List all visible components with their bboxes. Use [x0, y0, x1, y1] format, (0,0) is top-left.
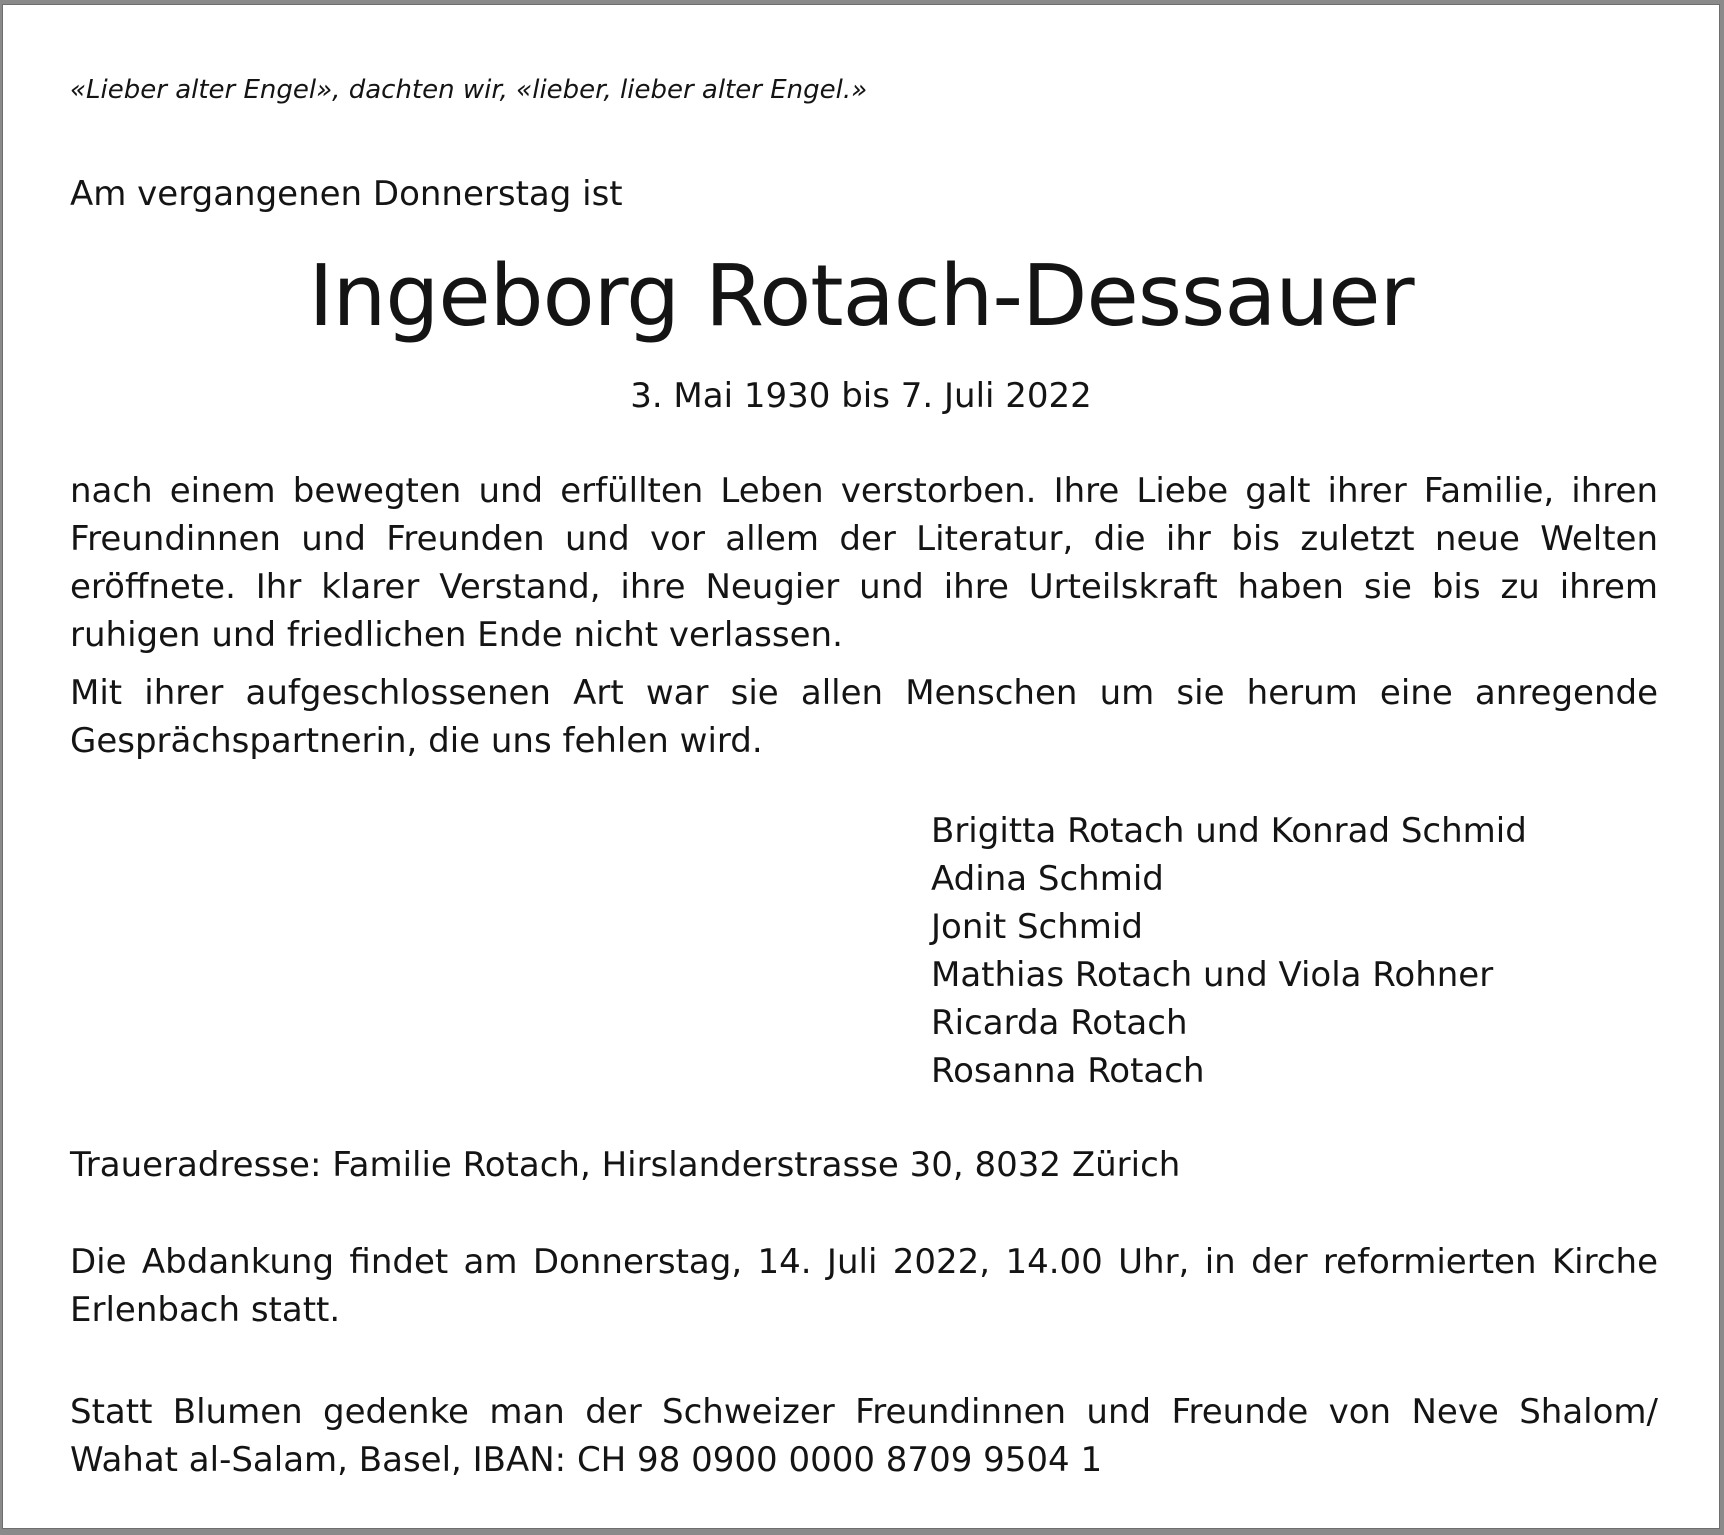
signer-name: Adina Schmid	[931, 859, 1164, 899]
signer-name: Jonit Schmid	[931, 907, 1143, 947]
donation-info: Statt Blumen gedenke man der Schweizer Freundinnen und Freunde von Neve Shalom/ Wahat al-Salam, Basel, IBAN: CH 98 0900 0000 8709 9504 1	[70, 1392, 1658, 1480]
intro-line: Am vergangenen Donnerstag ist	[70, 174, 623, 214]
signer-name: Ricarda Rotach	[931, 1003, 1188, 1043]
mourning-address: Traueradresse: Familie Rotach, Hirslanderstrasse 30, 8032 Zürich	[70, 1145, 1181, 1185]
signers-list	[931, 807, 1527, 1095]
obituary-notice	[3, 5, 1719, 1528]
signer-name: Mathias Rotach und Viola Rohner	[931, 955, 1494, 995]
funeral-service-info: Die Abdankung findet am Donnerstag, 14. Juli 2022, 14.00 Uhr, in der reformierten Kirche Erlenbach statt.	[70, 1242, 1658, 1330]
motto-quote: «Lieber alter Engel», dachten wir, «lieber, lieber alter Engel.»	[70, 75, 868, 105]
signer-name: Brigitta Rotach und Konrad Schmid	[931, 811, 1527, 851]
signer-name: Rosanna Rotach	[931, 1051, 1205, 1091]
life-dates: 3. Mai 1930 bis 7. Juli 2022	[630, 376, 1092, 416]
obituary-paragraph-2: Mit ihrer aufgeschlossenen Art war sie allen Menschen um sie herum eine anregende Gesprächspartnerin, die uns fehlen wird.	[70, 673, 1658, 761]
obituary-paragraph-1: nach einem bewegten und erfüllten Leben verstorben. Ihre Liebe galt ihrer Familie, ihren Freundinnen und Freunden und vor allem der Literatur, die ihr bis zuletzt neue Welten eröffnete. Ihr klarer Verstand, ihre Neugier und ihre Urteilskraft haben sie bis zu ihrem ruhigen und friedlichen Ende nicht verlassen.	[70, 471, 1658, 655]
deceased-name: Ingeborg Rotach-Dessauer	[308, 247, 1414, 346]
